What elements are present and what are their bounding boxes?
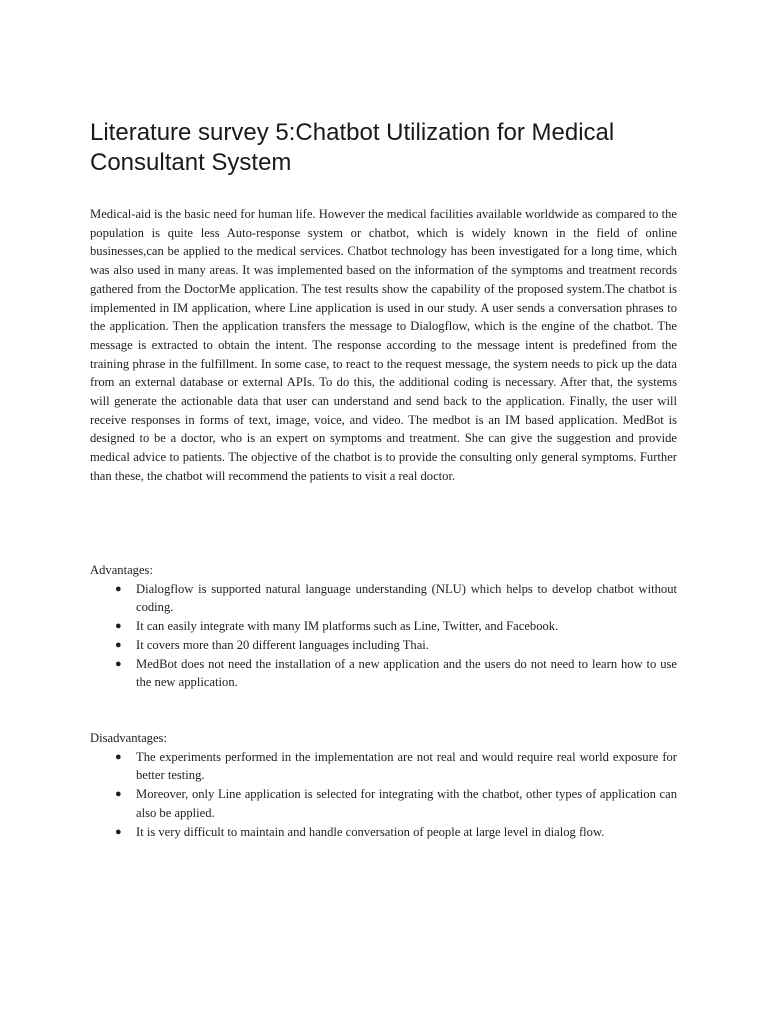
advantages-section xyxy=(90,561,677,692)
list-item xyxy=(90,580,677,617)
bullet-icon: ● xyxy=(115,620,122,633)
list-item-text: MedBot does not need the installation of a new application and the users do not need to learn how to use the new application. xyxy=(136,656,677,690)
body-paragraph: Medical-aid is the basic need for human life. However the medical facilities available worldwide as compared to the population is quite less Auto-response system or chatbot, which is widely known in the field of online businesses,can be applied to the medical services. Chatbot technology has been investigated for a long time, which was also used in many areas. It was implemented based on the information of the symptoms and treatment records gathered from the DoctorMe application. The test results show the capability of the proposed system.The chatbot is implemented in IM application, where Line application is used in our study. A user sends a conversation phrases to the application. Then the application transfers the message to Dialogflow, which is the engine of the chatbot. The message is extracted to obtain the intent. The response according to the message intent is predefined from the training phrase in the fulfillment. In some case, to react to the request message, the system needs to pick up the data from an external database or external APIs. To do this, the additional coding is necessary. After that, the systems will generate the actionable data that user can understand and send back to the application. Finally, the user will receive responses in forms of text, image, voice, and video. The medbot is an IM based application. MedBot is designed to be a doctor, who is an expert on symptoms and treatment. She can give the suggestion and provide medical advice to patients. The objective of the chatbot is to provide the consulting only general symptoms. Further than these, the chatbot will recommend the patients to visit a real doctor. xyxy=(90,207,677,483)
bullet-icon: ● xyxy=(115,657,122,670)
list-item-text: Dialogflow is supported natural language understanding (NLU) which helps to develop chatbot without coding. xyxy=(136,581,677,615)
disadvantages-section xyxy=(90,729,677,841)
list-item-text: It is very difficult to maintain and handle conversation of people at large level in dialog flow. xyxy=(136,824,605,839)
list-item-text: The experiments performed in the implementation are not real and would require real world exposure for better testing. xyxy=(136,749,677,783)
bullet-icon: ● xyxy=(115,788,122,801)
advantages-heading: Advantages: xyxy=(90,563,153,577)
list-item xyxy=(90,636,677,655)
bullet-icon: ● xyxy=(115,825,122,838)
list-item xyxy=(90,748,677,785)
advantages-list xyxy=(90,580,677,692)
list-item-text: It can easily integrate with many IM platforms such as Line, Twitter, and Facebook. xyxy=(136,619,559,634)
disadvantages-heading: Disadvantages: xyxy=(90,731,167,745)
bullet-icon: ● xyxy=(115,750,122,763)
list-item xyxy=(90,785,677,822)
list-item xyxy=(90,823,677,842)
bullet-icon: ● xyxy=(115,638,122,651)
list-item xyxy=(90,655,677,692)
list-item-text: It covers more than 20 different languages including Thai. xyxy=(136,637,429,652)
list-item-text: Moreover, only Line application is selected for integrating with the chatbot, other types of application can also be applied. xyxy=(136,787,677,820)
bullet-icon: ● xyxy=(115,582,122,595)
list-item xyxy=(90,617,677,636)
disadvantages-list xyxy=(90,748,677,842)
page-title: Literature survey 5:Chatbot Utilization for Medical Consultant System xyxy=(90,119,615,176)
